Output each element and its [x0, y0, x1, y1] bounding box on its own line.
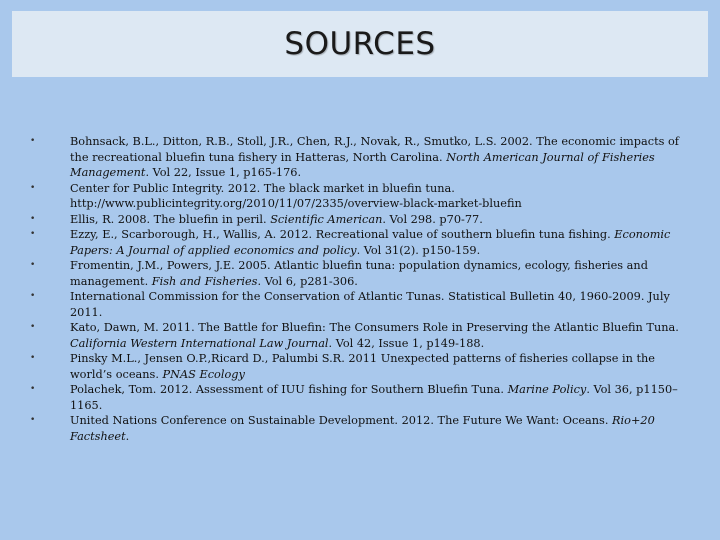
source-journal: North American Journal of Fisheries Management — [70, 150, 655, 179]
source-tail: . — [125, 429, 130, 443]
bullet-icon: • — [30, 182, 36, 193]
source-item — [30, 351, 698, 382]
source-item — [30, 413, 698, 444]
bullet-icon: • — [30, 384, 36, 394]
source-tail: . Vol 6, p281-306. — [257, 274, 358, 288]
source-text — [70, 351, 698, 382]
source-plain: Fromentin, J.M., Powers, J.E. 2005. Atlantic bluefin tuna: population dynamics, ecology, fisheries and management. — [70, 259, 648, 288]
source-text — [70, 289, 698, 320]
source-journal: Economic Papers: A Journal of applied economics and policy — [70, 228, 671, 257]
source-tail: . Vol 36, p1150–1165. — [70, 383, 678, 412]
bullet-icon: • — [30, 260, 36, 270]
source-item — [30, 382, 698, 413]
bullet-icon: • — [30, 415, 36, 425]
source-plain: Polachek, Tom. 2012. Assessment of IUU fishing for Southern Bluefin Tuna. — [70, 383, 508, 396]
source-plain: International Commission for the Conservation of Atlantic Tunas. Statistical Bulletin 40, 1960-2009. July 2011. — [70, 290, 670, 319]
source-tail: . Vol 298. p70-77. — [382, 212, 483, 226]
source-item — [30, 258, 698, 289]
bullet-icon: • — [30, 291, 36, 301]
source-text — [70, 227, 698, 258]
sources-list — [30, 134, 698, 444]
bullet-icon: • — [30, 229, 36, 239]
source-text — [70, 134, 698, 181]
bullet-icon: • — [30, 136, 36, 146]
title-banner — [12, 11, 708, 77]
source-journal: Scientific American — [270, 212, 383, 226]
source-text — [70, 382, 698, 413]
source-tail: . Vol 22, Issue 1, p165-176. — [145, 166, 302, 179]
source-item — [30, 320, 698, 351]
source-item — [30, 289, 698, 320]
source-plain: United Nations Conference on Sustainable Development. 2012. The Future We Want: Oceans. — [70, 414, 613, 427]
source-tail: . Vol 42, Issue 1, p149-188. — [328, 336, 485, 350]
source-plain: Pinsky M.L., Jensen O.P.,Ricard D., Palumbi S.R. 2011 Unexpected patterns of fisheries collapse in the world’s oceans. — [70, 352, 655, 381]
source-item — [30, 134, 698, 181]
source-journal: Fish and Fisheries — [151, 274, 258, 288]
source-item — [30, 181, 698, 212]
bullet-icon: • — [30, 322, 36, 332]
source-journal: Marine Policy — [507, 383, 587, 396]
source-journal: Rio+20 Factsheet — [70, 414, 655, 443]
source-item — [30, 227, 698, 258]
source-text — [70, 181, 698, 212]
source-plain: Ellis, R. 2008. The bluefin in peril. — [70, 212, 271, 226]
bullet-icon: • — [30, 353, 36, 363]
source-plain: Center for Public Integrity. 2012. The black market in bluefin tuna. http://www.publicintegrity.org/2010/11/07/2335/overview-black-market-bluefin — [70, 181, 522, 210]
source-journal: California Western International Law Journal — [70, 336, 329, 350]
source-text — [70, 413, 698, 444]
source-plain: Bohnsack, B.L., Ditton, R.B., Stoll, J.R., Chen, R.J., Novak, R., Smutko, L.S. 2002. The economic impacts of the recreational bluefin tuna fishery in Hatteras, North Carolina. — [70, 135, 679, 164]
source-text — [70, 212, 698, 228]
source-plain: Kato, Dawn, M. 2011. The Battle for Bluefin: The Consumers Role in Preserving the Atlantic Bluefin Tuna. — [70, 321, 679, 334]
source-text — [70, 320, 698, 351]
source-journal: PNAS Ecology — [162, 367, 245, 381]
source-tail: . Vol 31(2). p150-159. — [356, 243, 481, 257]
source-text — [70, 258, 698, 289]
source-item — [30, 212, 698, 228]
page-title: SOURCES — [284, 26, 436, 62]
bullet-icon: • — [30, 213, 36, 224]
source-plain: Ezzy, E., Scarborough, H., Wallis, A. 2012. Recreational value of southern bluefin tuna fishing. — [70, 228, 615, 241]
